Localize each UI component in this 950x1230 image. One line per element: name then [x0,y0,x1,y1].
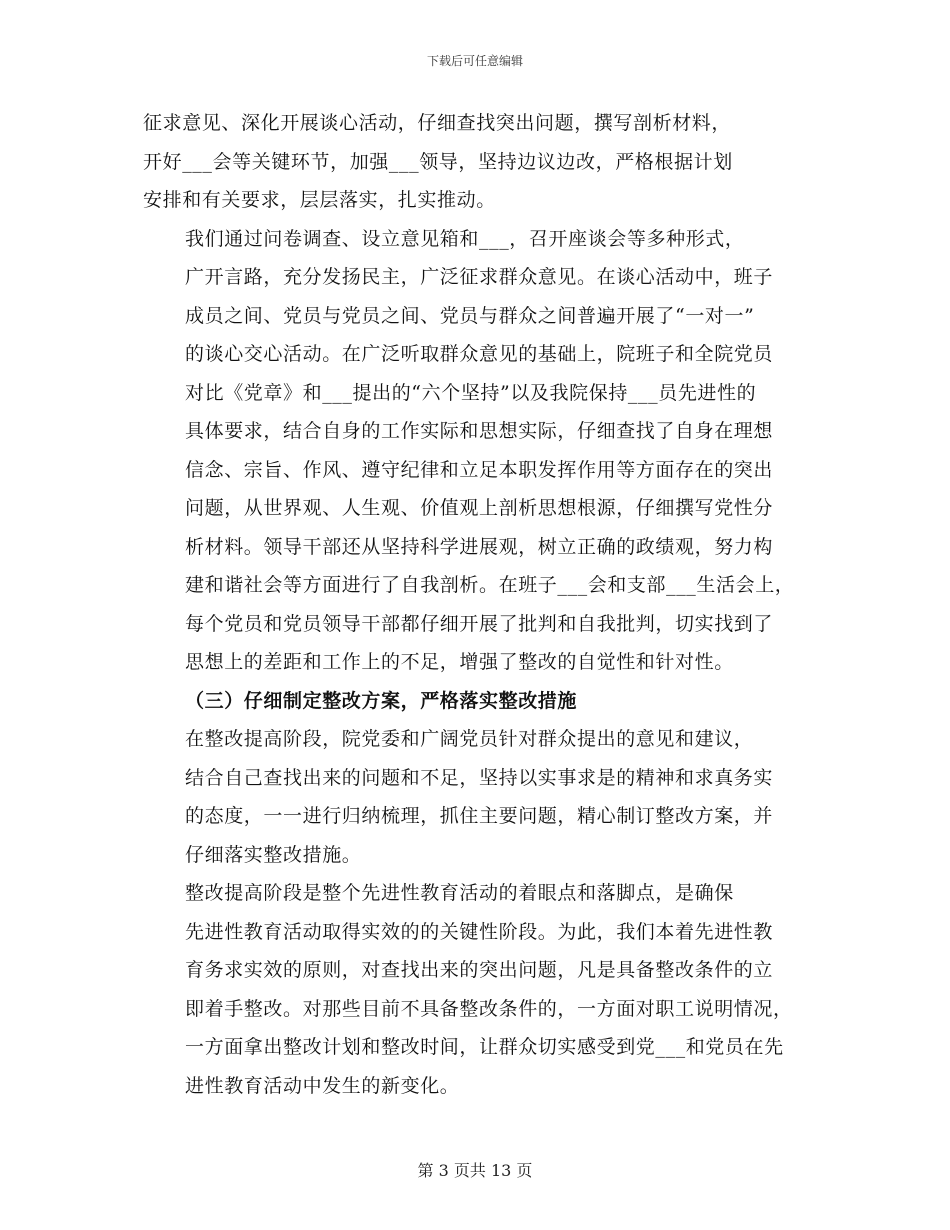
text-line: 对比《党章》和___提出的“六个坚持”以及我院保持___员先进性的 [185,381,757,404]
document-body [143,104,815,1105]
section-heading [143,682,815,721]
paragraph-1 [143,104,815,220]
text-line: 即着手整改。对那些目前不具备整改条件的，一方面对职工说明情况， [185,997,793,1020]
paragraph-3 [143,720,815,874]
page-number: 第 3 页共 13 页 [417,1161,533,1180]
paragraph-4 [143,874,815,1105]
text-line: 思想上的差距和工作上的不足，增强了整改的自觉性和针对性。 [185,651,734,673]
text-line: 在整改提高阶段，院党委和广阔党员针对群众提出的意见和建议， [185,728,754,750]
text-line: 整改提高阶段是整个先进性教育活动的着眼点和落脚点，是确保 [185,882,734,904]
page-header-note: 下载后可任意编辑 [426,54,523,68]
text-line: 的态度，一一进行归纳梳理，抓住主要问题，精心制订整改方案，并 [185,805,774,827]
text-line: 结合自己查找出来的问题和不足，坚持以实事求是的精神和求真务实 [185,766,774,789]
text-line: 先进性教育活动取得实效的的关键性阶段。为此，我们本着先进性教 [185,920,774,943]
text-line: 育务求实效的原则，对查找出来的突出问题，凡是具备整改条件的立 [185,959,774,981]
text-line: 每个党员和党员领导干部都仔细开展了批判和自我批判，切实找到了 [185,612,774,635]
text-line: 进性教育活动中发生的新变化。 [185,1074,460,1097]
text-line: 成员之间、党员与党员之间、党员与群众之间普遍开展了“一对一” [185,304,755,327]
text-line: 征求意见、深化开展谈心活动，仔细查找突出问题，撰写剖析材料， [143,112,732,134]
text-line: 析材料。领导干部还从坚持科学进展观，树立正确的政绩观，努力构 [185,535,774,558]
paragraph-2 [143,220,815,682]
text-line: 安排和有关要求，层层落实，扎实推动。 [143,189,496,211]
text-line: 开好___会等关键环节，加强___领导，坚持边议边改，严格根据计划 [143,150,733,173]
text-line: 的谈心交心活动。在广泛听取群众意见的基础上，院班子和全院党员 [185,343,774,365]
text-line: 广开言路，充分发扬民主，广泛征求群众意见。在谈心活动中，班子 [185,266,774,288]
text-line: 建和谐社会等方面进行了自我剖析。在班子___会和支部___生活会上， [185,574,795,596]
text-line: 信念、宗旨、作风、遵守纪律和立足本职发挥作用等方面存在的突出 [185,458,774,481]
heading-text: （三）仔细制定整改方案，严格落实整改措施 [185,689,578,712]
text-line: 我们通过问卷调查、设立意见箱和___，召开座谈会等多种形式， [185,227,745,250]
text-line: 仔细落实整改措施。 [185,843,362,866]
text-line: 一方面拿出整改计划和整改时间，让群众切实感受到党___和党员在先 [185,1036,784,1058]
text-line: 具体要求，结合自身的工作实际和思想实际，仔细查找了自身在理想 [185,420,774,442]
text-line: 问题，从世界观、人生观、价值观上剖析思想根源，仔细撰写党性分 [185,497,774,519]
